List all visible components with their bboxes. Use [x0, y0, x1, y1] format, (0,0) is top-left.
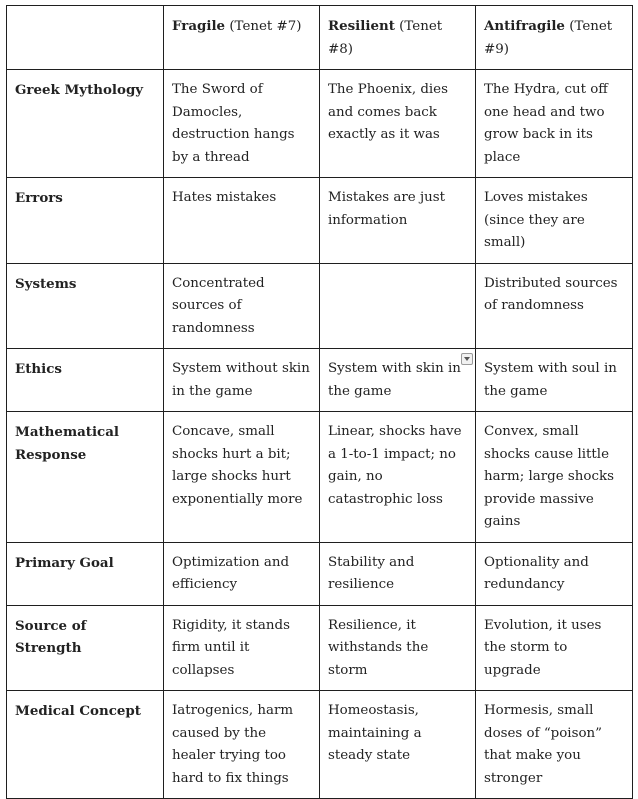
header-resilient-tenet: (Tenet #8) [328, 19, 443, 57]
cell-antifragile: System with soul in the game [476, 349, 633, 412]
cell-antifragile: The Hydra, cut off one head and two grow back in its place [476, 70, 633, 178]
cell-resilient: Stability and resilience [320, 542, 476, 605]
comparison-table [6, 5, 633, 799]
comparison-table-container [6, 5, 633, 799]
header-row [7, 6, 633, 70]
header-fragile [164, 6, 320, 70]
cell-fragile: System without skin in the game [164, 349, 320, 412]
cell-fragile: Concentrated sources of randomness [164, 263, 320, 349]
header-resilient [320, 6, 476, 70]
table-row [7, 605, 633, 691]
header-corner-cell [7, 6, 164, 70]
header-resilient-name: Resilient [328, 18, 395, 34]
cell-fragile: Hates mistakes [164, 178, 320, 264]
row-label: Ethics [7, 349, 164, 412]
cell-resilient [320, 263, 476, 349]
cell-resilient: Linear, shocks have a 1-to-1 impact; no gain, no catastrophic loss [320, 412, 476, 543]
cell-resilient: Homeostasis, maintaining a steady state [320, 691, 476, 799]
table-row [7, 349, 633, 412]
row-label: Mathematical Response [7, 412, 164, 543]
cell-antifragile: Hormesis, small doses of “poison” that make you stronger [476, 691, 633, 799]
cell-antifragile: Convex, small shocks cause little harm; large shocks provide massive gains [476, 412, 633, 543]
cell-resilient: The Phoenix, dies and comes back exactly as it was [320, 70, 476, 178]
row-label: Source of Strength [7, 605, 164, 691]
header-fragile-name: Fragile [172, 18, 226, 34]
header-fragile-tenet: (Tenet #7) [229, 19, 302, 34]
cell-resilient: Mistakes are just information [320, 178, 476, 264]
cell-dropdown-icon[interactable] [461, 353, 473, 365]
row-label: Errors [7, 178, 164, 264]
cell-fragile: Concave, small shocks hurt a bit; large shocks hurt exponentially more [164, 412, 320, 543]
cell-fragile: The Sword of Damocles, destruction hangs by a thread [164, 70, 320, 178]
cell-resilient: System with skin in the game [320, 349, 476, 412]
header-antifragile-tenet: (Tenet #9) [484, 19, 613, 57]
table-row [7, 542, 633, 605]
cell-antifragile: Loves mistakes (since they are small) [476, 178, 633, 264]
cell-antifragile: Distributed sources of randomness [476, 263, 633, 349]
table-row [7, 263, 633, 349]
cell-fragile: Optimization and efficiency [164, 542, 320, 605]
row-label: Primary Goal [7, 542, 164, 605]
cell-fragile: Rigidity, it stands firm until it collapses [164, 605, 320, 691]
cell-antifragile: Evolution, it uses the storm to upgrade [476, 605, 633, 691]
table-row [7, 178, 633, 264]
header-antifragile-name: Antifragile [484, 18, 565, 34]
cell-fragile: Iatrogenics, harm caused by the healer trying too hard to fix things [164, 691, 320, 799]
table-row [7, 70, 633, 178]
table-row [7, 691, 633, 799]
row-label: Greek Mythology [7, 70, 164, 178]
cell-resilient: Resilience, it withstands the storm [320, 605, 476, 691]
row-label: Medical Concept [7, 691, 164, 799]
row-label: Systems [7, 263, 164, 349]
header-antifragile [476, 6, 633, 70]
table-row [7, 412, 633, 543]
cell-antifragile: Optionality and redundancy [476, 542, 633, 605]
